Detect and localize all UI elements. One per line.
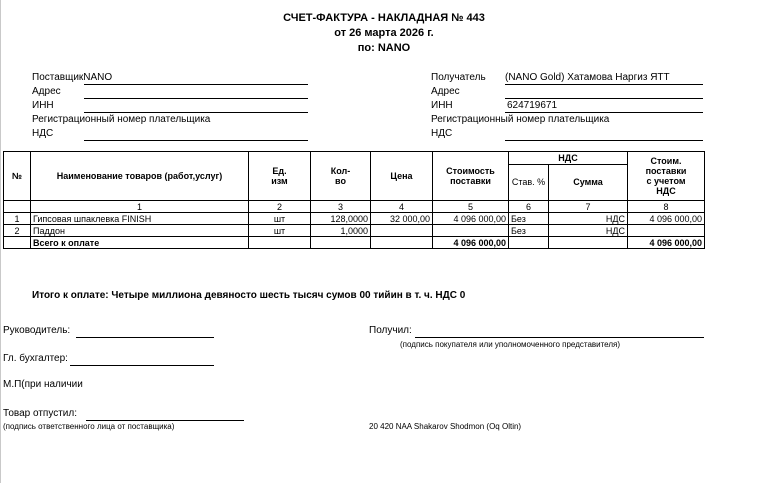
buyer-inn-value: 624719671 [507, 100, 558, 111]
table-row [4, 213, 705, 225]
row-total: 4 096 000,00 [628, 213, 705, 225]
table-header-row [4, 152, 705, 165]
total-label: Всего к оплате [31, 237, 249, 249]
col-num-cell [4, 201, 31, 213]
header-name: Наименование товаров (работ,услуг) [31, 152, 249, 201]
row-name: Паддон [31, 225, 249, 237]
stamp-label: М.П(при наличии [3, 379, 83, 390]
header-qty [311, 152, 371, 201]
total-empty-cell [371, 237, 433, 249]
row-vat-sum: НДС [549, 225, 628, 237]
row-cost [433, 225, 509, 237]
total-empty-cell [4, 237, 31, 249]
total-empty-cell [509, 237, 549, 249]
header-total-line4: НДС [656, 186, 676, 196]
row-vat-rate: Без [509, 213, 549, 225]
col-num-cell: 2 [249, 201, 311, 213]
supplier-nds-label: НДС [32, 128, 54, 139]
document-date: от 26 марта 2026 г. [334, 27, 434, 39]
row-cost: 4 096 000,00 [433, 213, 509, 225]
header-vat-sum: Сумма [549, 164, 628, 201]
supplier-value: NANO [83, 72, 113, 83]
accountant-signature-line [70, 365, 214, 366]
row-vat-rate: Без [509, 225, 549, 237]
supplier-inn-underline [84, 112, 308, 113]
supplier-inn-label: ИНН [32, 100, 54, 111]
released-by-label: Товар отпустил: [3, 408, 77, 419]
buyer-address-underline [505, 98, 703, 99]
row-price [371, 225, 433, 237]
row-qty: 128,0000 [311, 213, 371, 225]
buyer-nds-label: НДС [431, 128, 453, 139]
head-signature-label: Руководитель: [3, 325, 71, 336]
header-unit-line2: изм [271, 176, 288, 186]
supplier-address-underline [84, 98, 308, 99]
supplier-label: Поставщик [32, 72, 84, 83]
supplier-address-label: Адрес [32, 86, 61, 97]
header-vat-rate: Став. % [509, 164, 549, 201]
supplier-field [32, 72, 112, 83]
header-total-line3: с учетом [646, 176, 686, 186]
buyer-inn-label: ИНН [431, 100, 453, 111]
page-left-border [0, 0, 1, 483]
row-name: Гипсовая шпаклевка FINISH [31, 213, 249, 225]
col-num-cell: 6 [509, 201, 549, 213]
buyer-address-label: Адрес [431, 86, 460, 97]
header-total-line2: поставки [645, 166, 687, 176]
header-unit-line1: Ед. [272, 166, 287, 176]
accountant-signature-label: Гл. бухгалтер: [3, 353, 68, 364]
supplier-reg-label: Регистрационный номер плательщика [32, 114, 211, 125]
column-number-row [4, 201, 705, 213]
col-num-cell: 1 [31, 201, 249, 213]
total-empty-cell [311, 237, 371, 249]
received-by-label: Получил: [369, 325, 412, 336]
row-price: 32 000,00 [371, 213, 433, 225]
document-contract: по: NANO [357, 42, 411, 54]
buyer-underline [505, 84, 703, 85]
row-unit: шт [249, 213, 311, 225]
header-num: № [4, 152, 31, 201]
row-vat-sum: НДС [549, 213, 628, 225]
row-unit: шт [249, 225, 311, 237]
row-qty: 1,0000 [311, 225, 371, 237]
total-empty-cell [549, 237, 628, 249]
header-total [628, 152, 705, 201]
header-cost-line2: поставки [450, 176, 491, 186]
total-empty-cell [249, 237, 311, 249]
invoice-items-table [3, 151, 705, 249]
header-price: Цена [371, 152, 433, 201]
col-num-cell: 3 [311, 201, 371, 213]
buyer-reg-label: Регистрационный номер плательщика [431, 114, 610, 125]
row-num: 1 [4, 213, 31, 225]
buyer-inn-underline [505, 112, 703, 113]
header-qty-line1: Кол- [330, 166, 351, 176]
header-cost-line1: Стоимость [446, 166, 495, 176]
col-num-cell: 5 [433, 201, 509, 213]
col-num-cell: 8 [628, 201, 705, 213]
total-total: 4 096 000,00 [628, 237, 705, 249]
header-qty-line2: во [335, 176, 346, 186]
supplier-underline [84, 84, 308, 85]
supplier-nds-underline [84, 140, 308, 141]
table-total-row [4, 237, 705, 249]
table-row [4, 225, 705, 237]
document-title: СЧЕТ-ФАКТУРА - НАКЛАДНАЯ № 443 [283, 12, 485, 24]
col-num-cell: 4 [371, 201, 433, 213]
col-num-cell: 7 [549, 201, 628, 213]
buyer-value: (NANO Gold) Хатамова Наргиз ЯТТ [505, 72, 670, 83]
buyer-nds-underline [505, 140, 703, 141]
driver-info: 20 420 NAA Shakarov Shodmon (Oq Oltin) [369, 422, 522, 431]
header-cost [433, 152, 509, 201]
row-total [628, 225, 705, 237]
header-total-line1: Стоим. [650, 156, 682, 166]
received-by-note: (подпись покупателя или уполномоченного представителя) [400, 340, 621, 349]
total-cost: 4 096 000,00 [433, 237, 509, 249]
released-by-line [86, 420, 244, 421]
header-unit [249, 152, 311, 201]
buyer-label: Получатель [431, 72, 486, 83]
received-by-line [415, 337, 704, 338]
amount-in-words: Итого к оплате: Четыре миллиона девяносто шесть тысяч сумов 00 тийин в т. ч. НДС 0 [32, 290, 466, 301]
released-by-note: (подпись ответственного лица от поставщика) [3, 422, 175, 431]
row-num: 2 [4, 225, 31, 237]
head-signature-line [76, 337, 214, 338]
header-vat: НДС [509, 152, 628, 165]
